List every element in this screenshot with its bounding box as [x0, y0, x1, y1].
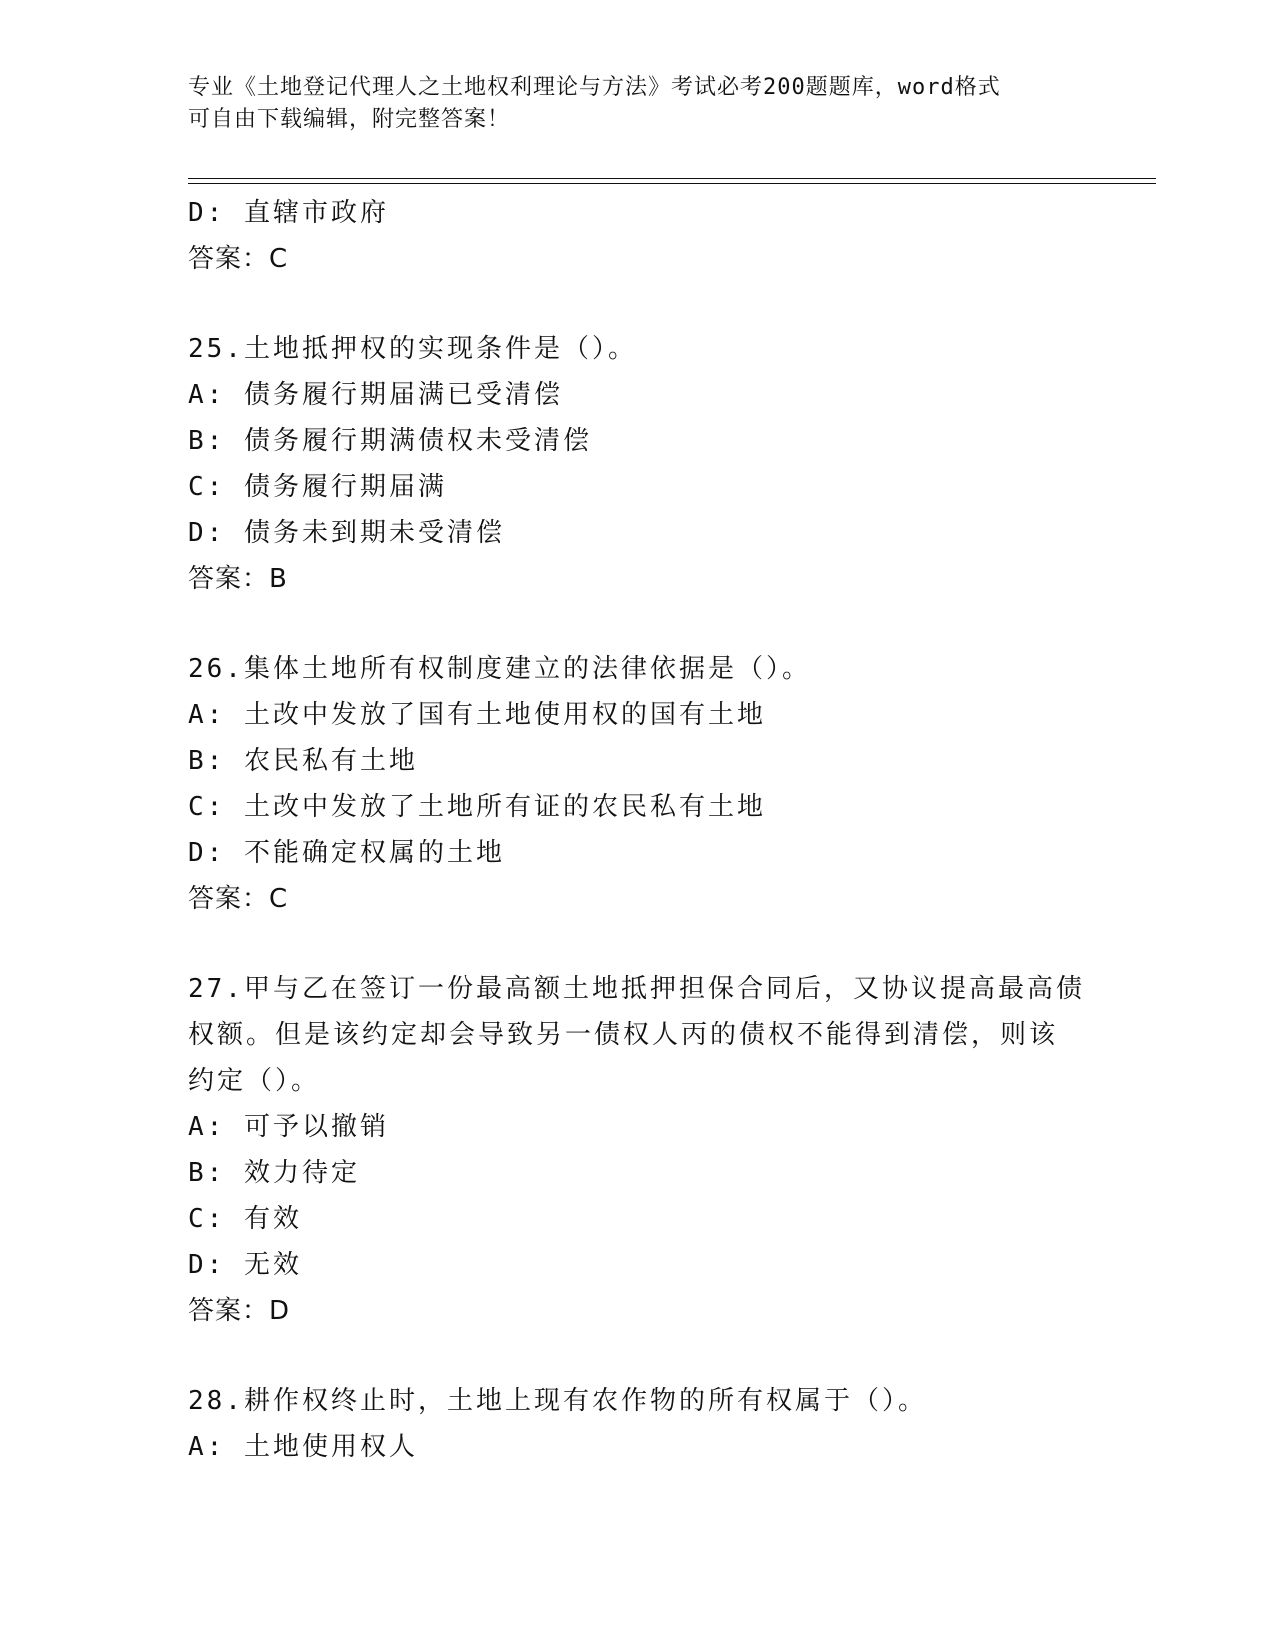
answer-line: 答案：C: [188, 884, 289, 914]
spacer: [188, 922, 1128, 966]
question-list: [188, 190, 1128, 1470]
question-28: [188, 1378, 1128, 1470]
option-d: D: 直辖市政府: [188, 198, 389, 228]
question-26: [188, 646, 1128, 922]
question-stem-line-2: 权额。但是该约定却会导致另一债权人丙的债权不能得到清偿，则该: [188, 1020, 1059, 1050]
option-b: B: 债务履行期满债权未受清偿: [188, 426, 592, 456]
option-a: A: 债务履行期届满已受清偿: [188, 380, 563, 410]
option-c: C: 土改中发放了土地所有证的农民私有土地: [188, 792, 766, 822]
spacer: [188, 282, 1128, 326]
question-25: [188, 326, 1128, 602]
option-b: B: 效力待定: [188, 1158, 360, 1188]
option-d: D: 无效: [188, 1250, 302, 1280]
question-stem: 25.土地抵押权的实现条件是（）。: [188, 334, 637, 364]
question-stem-line-1: 27.甲与乙在签订一份最高额土地抵押担保合同后，又协议提高最高债: [188, 974, 1085, 1004]
option-a: A: 可予以撤销: [188, 1112, 389, 1142]
question-27: [188, 966, 1128, 1334]
answer-line: 答案：B: [188, 564, 288, 594]
question-stem-line-3: 约定（）。: [188, 1066, 321, 1096]
option-d: D: 债务未到期未受清偿: [188, 518, 505, 548]
option-a: A: 土改中发放了国有土地使用权的国有土地: [188, 700, 766, 730]
question-stem: 28.耕作权终止时，土地上现有农作物的所有权属于（）。: [188, 1386, 927, 1416]
document-header: [188, 72, 1088, 136]
header-divider-bottom: [188, 183, 1156, 184]
option-b: B: 农民私有土地: [188, 746, 418, 776]
answer-line: 答案：C: [188, 244, 289, 274]
spacer: [188, 602, 1128, 646]
question-stem: 26.集体土地所有权制度建立的法律依据是（）。: [188, 654, 811, 684]
option-c: C: 有效: [188, 1204, 302, 1234]
header-divider-top: [188, 178, 1156, 179]
header-title-line-1: 专业《土地登记代理人之土地权利理论与方法》考试必考200题题库，word格式: [188, 75, 1001, 100]
question-24-tail: [188, 190, 1128, 282]
option-c: C: 债务履行期届满: [188, 472, 447, 502]
spacer: [188, 1334, 1128, 1378]
option-d: D: 不能确定权属的土地: [188, 838, 505, 868]
header-title-line-2: 可自由下载编辑，附完整答案！: [188, 107, 511, 132]
option-a: A: 土地使用权人: [188, 1432, 418, 1462]
answer-line: 答案：D: [188, 1296, 291, 1326]
